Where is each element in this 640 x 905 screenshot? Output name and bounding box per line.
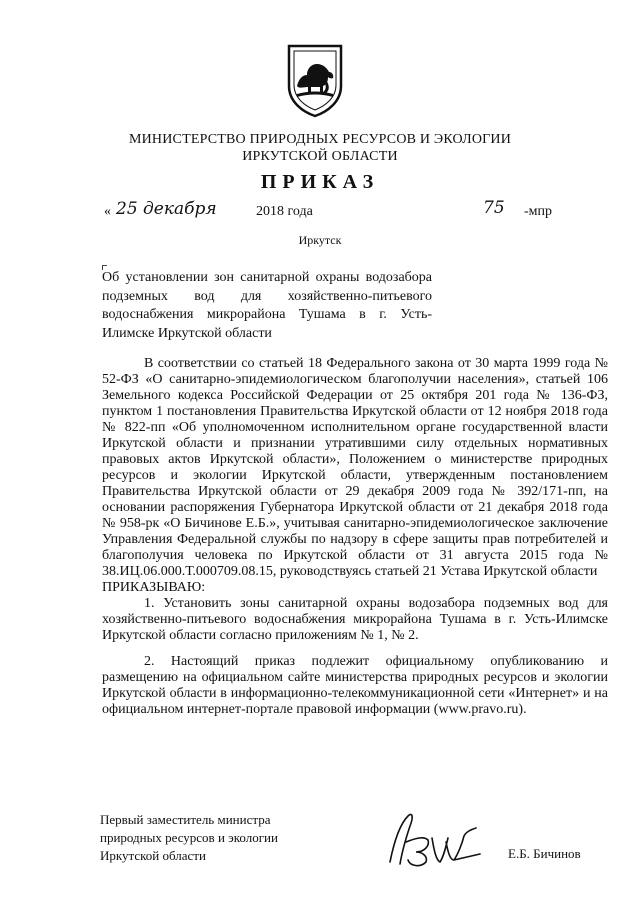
order-body <box>102 356 608 718</box>
signatory-position <box>100 811 278 865</box>
signatory-position-line1: Первый заместитель министра <box>100 812 271 827</box>
order-item-2: 2. Настоящий приказ подлежит официальному опубликованию и размещению на официальном сайте министерства природных ресурсов и экологии Иркутской области в информационно-телекоммуникационной сети «Интернет» и на официальном интернет-портале правовой информации (www.pravo.ru). <box>102 654 608 717</box>
ministry-name-line1: МИНИСТЕРСТВО ПРИРОДНЫХ РЕСУРСОВ И ЭКОЛОГИИ <box>128 132 512 147</box>
order-subject: Об установлении зон санитарной охраны водозабора подземных вод для хозяйственно-питьевого водоснабжения микрорайона Тушама в г. Усть-Илимске Иркутской области <box>102 270 432 341</box>
date-year: 2018 года <box>256 204 313 219</box>
preamble-paragraph: В соответствии со статьей 18 Федерального закона от 30 марта 1999 года № 52-ФЗ «О санитарно-эпидемиологическом благополучии населения», статьей 106 Земельного кодекса Российской Федерации от 25 октября 201 года № 136-ФЗ, пунктом 1 постановления Правительства Иркутской области от 12 ноября 2018 года № 822-пп «Об уполномоченном исполнительном органе государственной власти Иркутской области и признании утратившими силу отдельных нормативных правовых актов Иркутской области», Положением о министерстве природных ресурсов и экологии Иркутской области, утвержденным постановлением Правительства Иркутской области от 29 декабря 2009 года № 392/171-пп, на основании распоряжения Губернатора Иркутской области от 21 декабря 2018 года № 958-рк «О Бичинове Е.Б.», учитывая санитарно-эпидемиологическое заключение Управления Федеральной службы по надзору в сфере защиты прав потребителей и благополучия человека по Иркутской области от 31 августа 2015 года № 38.ИЦ.06.000.Т.000709.08.15, руководствуясь статьей 21 Устава Иркутской области <box>102 356 608 579</box>
signatory-position-line3: Иркутской области <box>100 848 206 863</box>
document-number-suffix: -мпр <box>524 204 553 219</box>
document-city: Иркутск <box>298 233 342 247</box>
signatory-name: Е.Б. Бичинов <box>508 846 581 861</box>
coat-of-arms-icon <box>285 42 345 118</box>
handwritten-date: 25 декабря <box>116 199 217 219</box>
order-word: ПРИКАЗЫВАЮ: <box>102 580 206 595</box>
signatory-position-line2: природных ресурсов и экологии <box>100 830 278 845</box>
ministry-name-line2: ИРКУТСКОЙ ОБЛАСТИ <box>242 149 398 164</box>
signature-icon <box>380 802 490 872</box>
document-type-title: ПРИКАЗ <box>260 171 380 193</box>
handwritten-number: 75 <box>483 198 505 218</box>
order-item-1: 1. Установить зоны санитарной охраны водозабора подземных вод для хозяйственно-питьевого водоснабжения микрорайона Тушама в г. Усть-Илимске Иркутской области согласно приложениям № 1, № 2. <box>102 596 608 643</box>
date-open-quote: « <box>104 204 111 219</box>
